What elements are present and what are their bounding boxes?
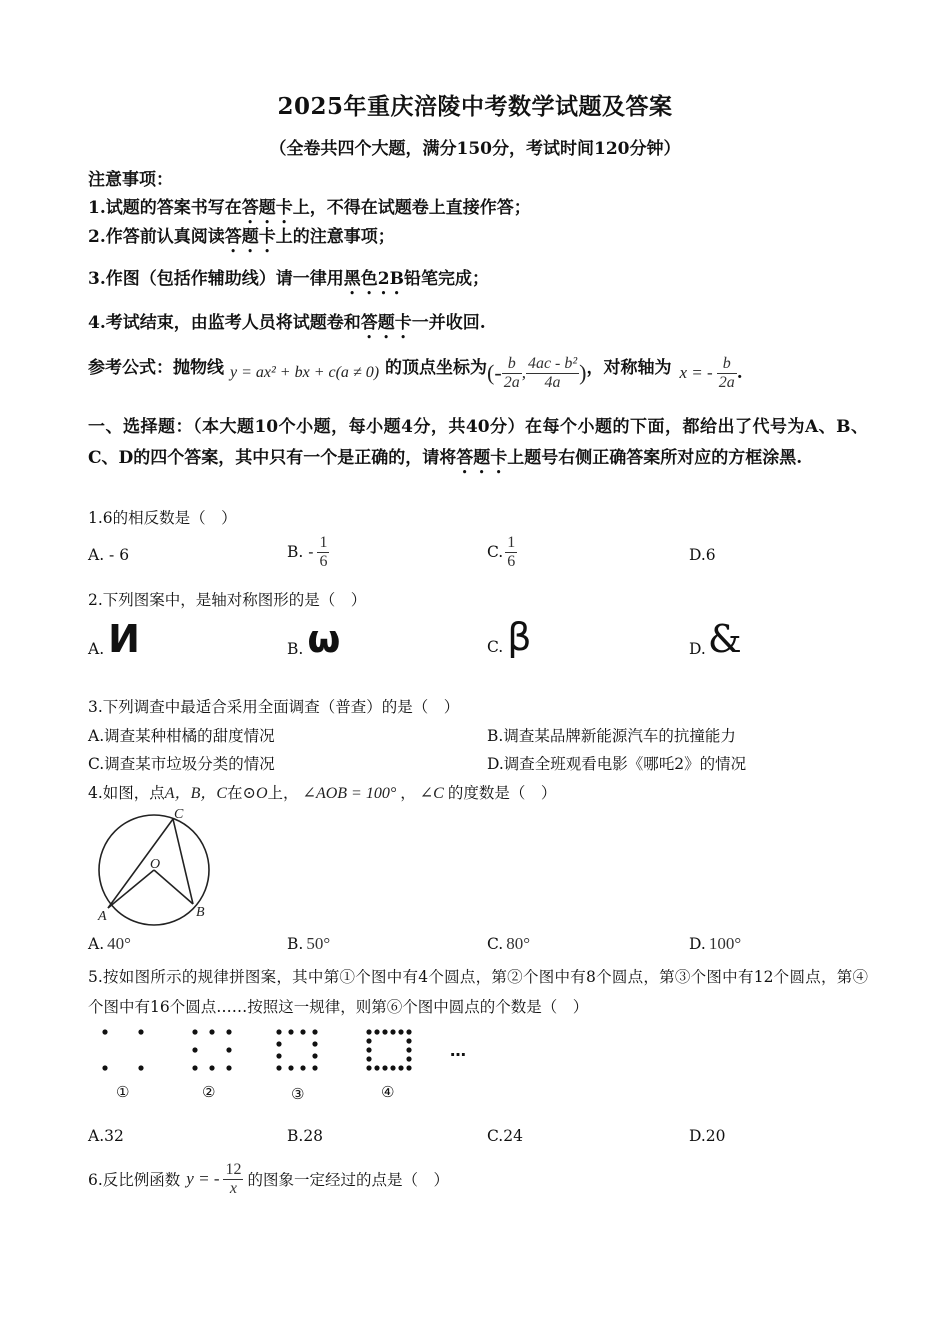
fraction-denominator: 2a (718, 373, 735, 391)
label-o: O (150, 857, 161, 872)
stem-text: ， (400, 784, 416, 802)
q1-option-d: D.6 (689, 546, 716, 564)
formula-mid: 的顶点坐标为 (385, 357, 488, 378)
notice-text: 上，不得在试题卷上直接作答； (292, 198, 531, 218)
label-b: B (196, 905, 205, 920)
notice-item-4 (88, 308, 486, 343)
q4-option-c (487, 934, 530, 954)
q4-circle-figure (90, 806, 222, 934)
emphasis-text: 答题卡 (241, 198, 293, 218)
q2-option-a (88, 617, 140, 661)
q3-option-b: B.调查某品牌新能源汽车的抗撞能力 (487, 727, 736, 745)
circle-symbol: ⊙O (242, 785, 268, 802)
q4-option-b (287, 934, 330, 954)
fraction-numerator: b (502, 355, 522, 374)
ampersand-glyph: & (707, 617, 742, 661)
option-value: 50° (306, 934, 331, 953)
option-value: 80° (506, 934, 531, 953)
q6-stem (88, 1154, 449, 1204)
q2-stem: 2.下列图案中，是轴对称图形的是（ ） (88, 591, 367, 609)
notice-text: 1.试题的答案书写在 (88, 198, 242, 218)
mirrored-n-glyph: И (108, 617, 140, 661)
stem-text: 6.反比例函数 (88, 1171, 181, 1189)
pattern-2 (192, 1029, 231, 1070)
pattern-label-3: ③ (291, 1085, 305, 1103)
option-value: 100° (708, 934, 742, 953)
fraction-denominator: 2a (503, 373, 520, 391)
fraction-denominator: x (229, 1179, 238, 1197)
fraction-denominator: 6 (507, 552, 516, 570)
q4-option-d (689, 934, 741, 954)
pattern-label-2: ② (202, 1083, 216, 1101)
stem-text: 上， (267, 784, 299, 802)
notice-text: 2.作答前认真阅读 (88, 227, 225, 247)
q1-option-a: A. - 6 (88, 546, 130, 564)
fraction-numerator: 12 (225, 1160, 242, 1178)
q1-option-c (487, 534, 517, 570)
option-prefix: D. (689, 640, 706, 658)
emphasis-text: 黑色2B (343, 269, 404, 289)
q3-option-a: A.调查某种柑橘的甜度情况 (88, 727, 275, 745)
pattern-4 (366, 1029, 411, 1070)
stem-text: 4.如图，点 (88, 784, 165, 802)
formula-lead: 参考公式：抛物线 (88, 357, 224, 378)
stem-text: 的度数是（ ） (447, 784, 557, 802)
formula-axis-label: ，对称轴为 (586, 357, 672, 378)
vertex-y-fraction (526, 355, 579, 391)
label-a: A (98, 909, 107, 924)
q3-stem: 3.下列调查中最适合采用全面调查（普查）的是（ ） (88, 698, 460, 716)
q1-c-fraction (505, 534, 517, 570)
notice-text: 3.作图（包括作辅助线）请一律用 (88, 269, 344, 289)
notice-text: 铅笔完成； (403, 269, 489, 289)
option-prefix: C. (487, 935, 504, 953)
fraction-denominator: 4a (544, 373, 561, 391)
angle-aob: ∠AOB = 100° (302, 785, 397, 802)
notice-heading: 注意事项： (88, 170, 173, 190)
axis-fraction (717, 355, 737, 391)
option-prefix: A. (88, 640, 105, 658)
paren-close: ) (579, 360, 587, 385)
pattern-3 (276, 1029, 317, 1070)
q4-stem (88, 780, 556, 803)
pattern-ellipsis: … (450, 1041, 466, 1060)
q5-option-b: B.28 (287, 1127, 324, 1145)
option-prefix: D. (689, 935, 706, 953)
formula-end: . (736, 363, 743, 383)
omega-glyph: ω (307, 617, 341, 661)
option-prefix: A. (88, 935, 105, 953)
stem-text: 在 (227, 784, 243, 802)
emphasis-text: 答题卡 (224, 227, 276, 247)
emphasis-text: 答题卡 (360, 313, 412, 333)
q5-option-a: A.32 (88, 1127, 124, 1145)
q5-stem: 5.按如图所示的规律拼图案，其中第①个图中有4个圆点，第②个图中有8个圆点，第③个图中有12个圆点，第④个图中有16个圆点……按照这一规律，则第⑥个图中圆点的个数是（ ） (88, 968, 868, 1016)
emphasis-text: 答题卡 (456, 448, 508, 468)
fraction-numerator: 4ac - b² (527, 354, 578, 372)
section-1-intro (88, 412, 868, 478)
notice-text: 上的注意事项； (275, 227, 395, 247)
pattern-1 (102, 1029, 143, 1070)
fraction-numerator: 1 (507, 534, 516, 551)
pattern-label-4: ④ (381, 1083, 395, 1101)
fraction-numerator: b (717, 355, 737, 374)
page-subtitle: （全卷共四个大题，满分150分，考试时间120分钟） (269, 139, 681, 159)
option-prefix: C. (487, 543, 504, 562)
notice-text: 4.考试结束，由监考人员将试题卷和 (88, 313, 361, 333)
option-value: 40° (107, 934, 131, 953)
q2-option-c (487, 615, 532, 659)
option-prefix: B. - (287, 543, 314, 562)
parabola-expression: y = ax² + bx + c(a ≠ 0) (230, 364, 380, 381)
axis-expression: x = - (679, 363, 713, 382)
q6-fraction (223, 1161, 243, 1197)
pattern-label-1: ① (116, 1083, 130, 1101)
radius-ob (154, 870, 193, 904)
option-prefix: B. (287, 640, 304, 658)
angle-c: ∠C (419, 785, 444, 802)
q1-option-b (287, 534, 329, 570)
q2-option-b (287, 617, 341, 661)
notice-text: 一并收回. (411, 313, 486, 333)
notice-item-2 (88, 222, 395, 257)
q5-dot-pattern-figure (95, 1022, 475, 1106)
section-text: 上题号右侧正确答案所对应的方框涂黑. (507, 448, 803, 468)
option-prefix: C. (487, 638, 504, 656)
paren-open: (- (487, 360, 502, 385)
reference-formula (88, 348, 743, 398)
vertex-x-fraction (502, 355, 522, 391)
chord-cb (173, 819, 193, 904)
fraction-numerator: 1 (319, 534, 328, 551)
q3-option-c: C.调查某市垃圾分类的情况 (88, 755, 275, 773)
page-title: 2025年重庆涪陵中考数学试题及答案 (277, 93, 673, 120)
notice-item-3 (88, 264, 489, 299)
beta-glyph: β (507, 615, 532, 659)
point-labels: A，B，C (164, 785, 228, 802)
fraction-denominator: 6 (319, 552, 328, 570)
option-prefix: B. (287, 935, 304, 953)
section-text: 一、选择题：（本大题10个小题，每小题4分，共40分）在每个小题的下面，都给出了代号为A、B、C、D的四个答案，其中只有一个是正确的，请将 (88, 417, 868, 468)
label-c: C (174, 807, 184, 822)
stem-text: 的图象一定经过的点是（ ） (247, 1171, 449, 1189)
chord-ca (108, 819, 173, 908)
q4-option-a (88, 934, 131, 954)
q1-b-fraction (317, 534, 329, 570)
q3-option-d: D.调查全班观看电影《哪吒2》的情况 (487, 755, 747, 773)
q1-stem: 1.6的相反数是（ ） (88, 509, 237, 527)
function-lhs: y = - (186, 1169, 220, 1188)
q5-option-d: D.20 (689, 1127, 726, 1145)
q2-option-d (689, 617, 742, 661)
comma: , (521, 363, 526, 382)
q5-option-c: C.24 (487, 1127, 523, 1145)
